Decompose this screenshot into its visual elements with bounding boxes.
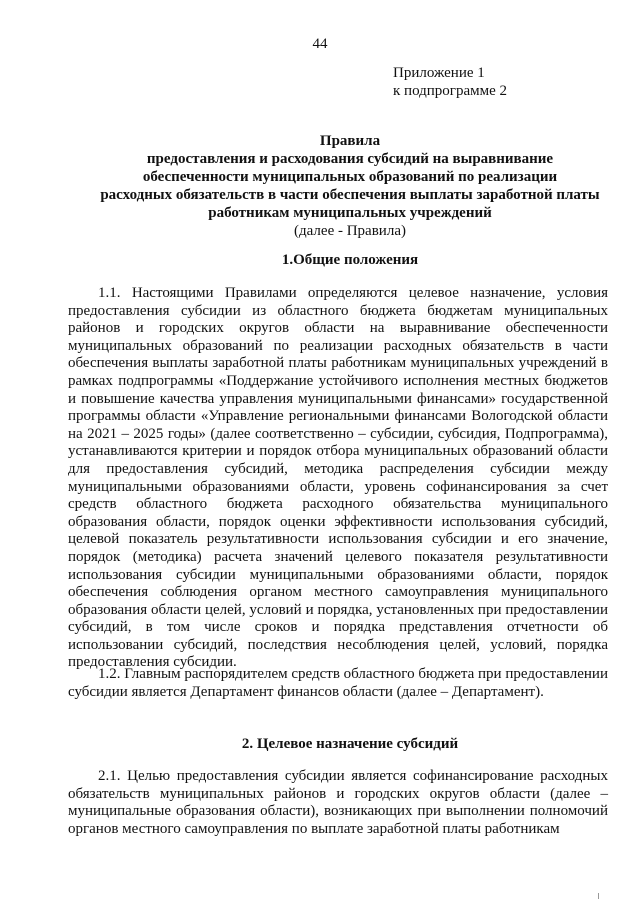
- title-line-4: расходных обязательств в части обеспечения выплаты заработной платы: [100, 187, 600, 203]
- paragraph-1-1: 1.1. Настоящими Правилами определяются целевое назначение, условия предоставления субсидии из областного бюджета бюджетам муниципальных районов и городских округов области на выравнивание обеспеченности муниципальных образований по реализации расходных обязательств в части обеспечения выплаты заработной платы работникам муниципальных учреждений в рамках подпрограммы «Поддержание устойчивого исполнения местных бюджетов и повышение качества управления муниципальными финансами» государственной программы области «Управление региональными финансами Вологодской области на 2021 – 2025 годы» (далее соответственно – субсидии, субсидия, Подпрограмма), устанавливаются критерии и порядок отбора муниципальных образований области для предоставления субсидий, методика распределения субсидии между муниципальными образованиями области, уровень софинансирования за счет средств областного бюджета расходного обязательства муниципального образования области, порядок оценки эффективности использования субсидий, целевой показатель результативности использования субсидии и его значение, порядок (методика) расчета значений целевого показателя результативности использования субсидии муниципальными образованиями области, порядок обеспечения соблюдения органом местного самоуправления муниципального образования области целей, условий и порядка, установленных при предоставлении субсидий, в том числе сроков и порядка представления отчетности об использовании субсидий, последствия несоблюдения целей, условий, порядка предоставления субсидии.: [68, 285, 608, 671]
- title-line-5: работникам муниципальных учреждений: [208, 205, 492, 221]
- title-line-2: предоставления и расходования субсидий на выравнивание: [146, 151, 554, 167]
- document-title: [60, 132, 640, 240]
- paragraph-1-2: 1.2. Главным распорядителем средств областного бюджета при предоставлении субсидии является Департамент финансов области (далее – Департамент).: [68, 666, 608, 700]
- title-line-3: обеспеченности муниципальных образований по реализации: [142, 169, 558, 185]
- title-line-6: (далее - Правила): [294, 223, 406, 239]
- title-line-1: Правила: [319, 133, 381, 149]
- section-1-heading: 1.Общие положения: [281, 252, 419, 268]
- section-2-heading: 2. Целевое назначение субсидий: [241, 736, 459, 752]
- page-number: 44: [312, 36, 328, 52]
- scan-mark: [598, 893, 599, 899]
- appendix-note: [393, 64, 507, 100]
- appendix-line-2: к подпрограмме 2: [393, 83, 507, 99]
- paragraph-2-1: 2.1. Целью предоставления субсидии является софинансирование расходных обязательств муниципальных районов и городских округов области (далее – муниципальные образования области), возникающих при выполнении полномочий органов местного самоуправления по выплате заработной платы работникам: [68, 768, 608, 837]
- appendix-line-1: Приложение 1: [393, 65, 485, 81]
